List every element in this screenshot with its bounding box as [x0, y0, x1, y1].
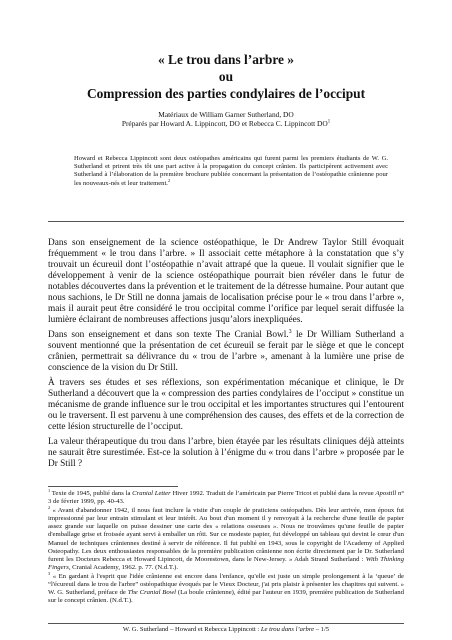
footer-title: Le trou dans l’arbre — [260, 626, 315, 633]
paragraph-4: La valeur thérapeutique du trou dans l’arbre, bien étayée par les résultats cliniques déjà atteints ne saurait être surestimée. Est-ce la solution à l’énigme du « trou dans l’arbre » proposée par le Dr Still ? — [48, 437, 404, 469]
section-divider — [48, 221, 404, 222]
footnote-1-number: 1 — [48, 487, 51, 493]
byline-preparers-text: Préparés par Howard A. Lippincott, DO et Rebecca C. Lippincott DO — [121, 119, 328, 128]
abstract-text: Howard et Rebecca Lippincott sont deux ostéopathes américains qui furent parmi les premiers étudiants de W. G. Sutherland et prirent très tôt une part active à la propagation du concept crânien. Ils participèrent activement avec Sutherland à l’élaboration de la première brochure publiée concernant la présentation de l’ostéopathie crânienne pour les nouveaux-nés et leur traitement. — [74, 155, 388, 187]
footer-authors: W. G. Sutherland – Howard et Rebecca Lippincott : — [122, 626, 261, 633]
footnote-1-text-b: Hiver 1992. Traduit de l’américain par Pierre Tricot et publié dans la revue — [170, 490, 376, 497]
paragraph-2-end: le Dr William Sutherland a souvent mentionné que la présentation de cet écureuil se ferait par le siège et que le concept crânien, permettrait sa délivrance du « trou de l’arbre », amenant à la lumière une prise de conscience de la vision du Dr Still. — [48, 330, 404, 373]
abstract — [74, 155, 388, 188]
footnote-1-title: Cranial Letter — [132, 490, 171, 497]
footnote-1-text-c: n° 3 de février 1999, pp. 40-43. — [48, 490, 404, 506]
byline-author: Matériaux de William Garner Sutherland, DO — [158, 110, 294, 119]
footnote-3-title: The Cranial Bowl — [127, 589, 177, 597]
byline-preparers — [0, 119, 452, 128]
title-connector: ou — [218, 69, 234, 84]
footnote-3-number: 3 — [48, 570, 51, 576]
footnote-separator — [48, 486, 178, 487]
footnote-2-title: With Thinking Fingers — [48, 555, 404, 571]
footnote-1 — [48, 487, 404, 506]
footnote-3-text-a: « En gardant à l'esprit que l'idée crânienne est encore dans l'enfance, qu'elle est juste un simple prolongement à la ‘queue’ de “l'écureuil dans le trou de l'arbre” ostéopathique évoqués par le Vieux Docteur, j'ai pris plaisir à présenter les chapitres qui suivent. » W. G. Sutherland, préface de — [48, 572, 404, 597]
footnote-2 — [48, 504, 404, 572]
footnote-ref-2[interactable]: 2 — [167, 177, 171, 183]
footnote-1-text-a: Texte de 1945, publié dans la — [50, 490, 133, 497]
footer-page-number: – 1/5 — [314, 626, 330, 633]
footer-rule — [48, 623, 404, 624]
footnote-2-number: 2 — [48, 504, 51, 510]
footnote-2-text: « Avant d'abandonner 1942, il nous faut inclure la visite d'un couple de praticiens ostéopathes. Dès leur arrivée, mon époux fut impressionné par leur entrain stimulant et leur intérêt. Au bout d'un moment il y renvoyait à la recherche d'une feuille de papier assez grande sur laquelle on puisse dessiner une carte des « relations osseuses ». Nous ne trouvâmes qu'une feuille de papier d'emballage grise et froissée ayant servi à emballer un rôti. Sur ce modeste papier, fut développé un tableau qui devint le cœur d'un Manuel de techniques crâniennes destiné à servir de référence. Il fut publié en 1943, sous le copyright de l'Academy of Applied Osteopathy. Les deux enthousiastes responsables de la première publication crânienne non écrite directement par le Dr. Sutherland furent les Docteurs Rebecca et Howard Lipincott, de Moorestown, dans le New-Jersey. » Adah Strand Sutherland : — [48, 507, 404, 563]
paragraph-1: Dans son enseignement de la science ostéopathique, le Dr Andrew Taylor Still évoquait fréquemment « le trou dans l’arbre. » Il associait cette métaphore à la constatation que s’y trouvait un écureuil dont l’ostéopathie n’avait attrapé que la queue. Il voulait signifier que le développement à venir de la science ostéopathique pourrait bien révéler dans le futur de notables découvertes dans la prévention et le traitement de la détresse humaine. Pour autant que nous sachions, le Dr Still ne donna jamais de localisation précise pour le « trou dans l’arbre », mais il aurait peut être considéré le trou occipital comme l’orifice par lequel serait diffusée la lumière éclairant de nombreuses affections jusqu’alors inexpliquées. — [48, 238, 404, 325]
footnote-ref-3[interactable]: 3 — [288, 328, 292, 335]
paragraph-2-start: Dans son enseignement et dans son texte The Cranial Bowl. — [48, 330, 289, 340]
body-text — [48, 238, 404, 474]
footnote-1-journal: Apostill — [375, 490, 397, 497]
title-subtitle: Compression des parties condylaires de l’occiput — [86, 86, 366, 101]
paragraph-2 — [48, 330, 404, 374]
title-main: « Le trou dans l’arbre » — [157, 52, 295, 67]
footnote-2-text-b: , Cranial Academy, 1962. p. 77. (N.d.T.). — [68, 563, 179, 571]
paragraph-3: À travers ses études et ses réflexions, son expérimentation mécanique et clinique, le Dr Sutherland a découvert que la « compression des parties condylaires de l’occiput » constitue un mécanisme de grande influence sur le trou occipital et les importantes structures qui l’entourent ou le traversent. Il est parvenu à une compréhension des causes, des effets et de la correction de cette lésion structurelle de l’occiput. — [48, 378, 404, 432]
footnotes — [48, 487, 404, 606]
footnote-ref-1[interactable]: 1 — [327, 119, 331, 125]
page-footer — [0, 626, 452, 634]
footnote-3-text-b: (La boule crânienne), édité par l'auteur en 1939, première publication de Sutherland sur le concept crânien. (N.d.T.). — [48, 589, 404, 605]
footnote-3 — [48, 570, 404, 605]
